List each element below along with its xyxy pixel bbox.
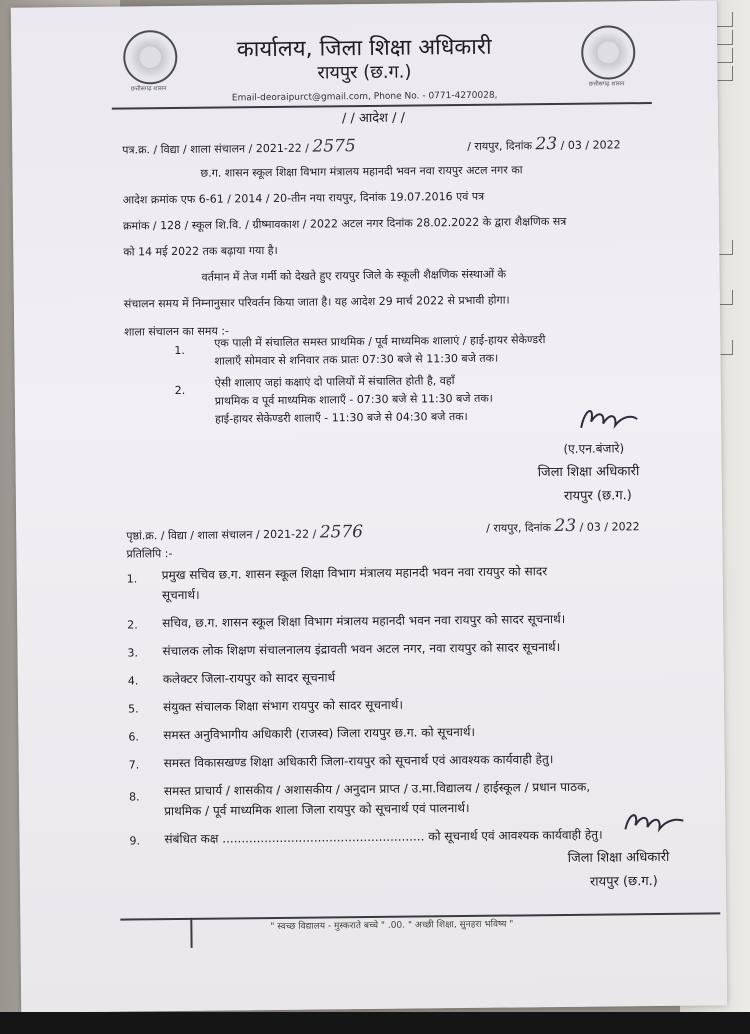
- signature-mark-1: [575, 401, 645, 438]
- para1-line1: छ.ग. शासन स्कूल शिक्षा विभाग मंत्रालय महानदी भवन नवा रायपुर अटल नगर का: [200, 163, 523, 180]
- para1-line4: को 14 मई 2022 तक बढ़ाया गया है।: [123, 243, 278, 259]
- endorsement-ref-text: पृष्ठां.क्र. / विद्या / शाला संचालन / 2021-22 /: [126, 527, 317, 543]
- copy-item-2-number: 2.: [127, 618, 138, 632]
- copy-item-3-number: 3.: [127, 646, 139, 660]
- footer-side-mark: [190, 918, 192, 948]
- order-date-rest: / 03 / 2022: [560, 138, 621, 152]
- endorsement-date: [486, 515, 640, 537]
- timing-item-1-line2: शालाएँ सोमवार से शनिवार तक प्रातः 07:30 बजे से 11:30 बजे तक।: [214, 351, 499, 368]
- endorsement-date-rest: / 03 / 2022: [579, 520, 640, 534]
- copy-item-1-line1: प्रमुख सचिव छ.ग. शासन स्कूल शिक्षा विभाग मंत्रालय महानदी भवन नवा रायपुर को सादर: [161, 564, 548, 583]
- signatory-title-2: जिला शिक्षा अधिकारी: [567, 849, 670, 866]
- signatory-city-2: रायपुर (छ.ग.): [589, 873, 658, 890]
- signatory-title-1: जिला शिक्षा अधिकारी: [537, 464, 640, 481]
- copy-item-5-line1: संयुक्त संचालक शिक्षा संभाग रायपुर को सादर सूचनार्थ।: [163, 697, 404, 715]
- signatory-name: (ए.एन.बंजारे): [563, 441, 625, 456]
- office-contact: Email-deoraipurct@gmail.com, Phone No. - 0771-4270028,: [231, 90, 498, 104]
- para2-line1: वर्तमान में तेज गर्मी को देखते हुए रायपुर जिले के स्कूली शैक्षणिक संस्थाओं के: [201, 267, 507, 284]
- copy-item-1-number: 1.: [126, 572, 138, 586]
- timing-item-2-line2: प्राथमिक व पूर्व माध्यमिक शालाएँ - 07:30 बजे से 11:30 बजे तक।: [214, 391, 494, 408]
- right-emblem-caption: छत्तीसगढ़ शासन: [588, 80, 625, 88]
- copy-item-3-line1: संचालक लोक शिक्षण संचालनालय इंद्रावती भवन अटल नगर, नवा रायपुर को सादर सूचनार्थ।: [162, 640, 561, 659]
- copy-item-5-number: 5.: [128, 702, 139, 716]
- copy-item-7-line1: समस्त विकासखण्ड शिक्षा अधिकारी जिला-रायपुर को सूचनार्थ एवं आवश्यक कार्यवाही हेतु।: [163, 752, 554, 771]
- copy-item-9-label: संबंधित कक्ष: [164, 831, 219, 847]
- copy-item-9-blank: .....................................................: [222, 829, 425, 846]
- order-date-day: 23: [535, 134, 558, 155]
- order-date: [467, 133, 621, 155]
- copy-heading: प्रतिलिपि :-: [126, 547, 173, 561]
- timing-item-1-number: 1.: [174, 343, 185, 358]
- para1-line2: आदेश क्रमांक एफ 6-61 / 2014 / 20-तीन नया रायपुर, दिनांक 19.07.2016 एवं पत्र: [122, 189, 485, 207]
- para2-line2: संचालन समय में निम्नानुसार परिवर्तन किया जाता है। यह आदेश 29 मार्च 2022 से प्रभावी होगा।: [123, 293, 510, 311]
- order-heading: / / आदेश / /: [341, 110, 406, 127]
- endorsement-date-day: 23: [554, 515, 577, 537]
- office-title: कार्यालय, जिला शिक्षा अधिकारी: [236, 34, 492, 63]
- endorsement-date-label: / रायपुर, दिनांक: [486, 521, 552, 535]
- order-ref-number: 2575: [312, 136, 356, 157]
- copy-item-2-line1: सचिव, छ.ग. शासन स्कूल शिक्षा विभाग मंत्रालय महानदी भवन नवा रायपुर को सादर सूचनार्थ।: [162, 611, 566, 631]
- signatory-city-1: रायपुर (छ.ग.): [563, 488, 632, 504]
- para1-line3: क्रमांक / 128 / स्कूल शि.वि. / ग्रीष्मावकाश / 2022 अटल नगर दिनांक 28.02.2022 के द्वारा शैक्षणिक सत्र: [122, 214, 567, 233]
- timing-item-2-line3: हाई-हायर सेकेण्डरी शालाएँ - 11:30 बजे से 04:30 बजे तक।: [215, 409, 468, 426]
- copy-item-1-line2: सूचनार्थ।: [161, 587, 200, 603]
- copy-item-9-number: 9.: [129, 834, 141, 848]
- timing-item-1-line1: एक पाली में संचालित समस्त प्राथमिक / पूर्व माध्यमिक शालाएं / हाई-हायर सेकेण्डरी: [214, 333, 546, 350]
- order-reference: [122, 136, 356, 158]
- copy-item-6-line1: समस्त अनुविभागीय अधिकारी (राजस्व) जिला रायपुर छ.ग. को सूचनार्थ।: [163, 724, 476, 743]
- copy-item-8-number: 8.: [128, 790, 140, 804]
- bottom-bar: [0, 1012, 750, 1034]
- endorsement-reference: [126, 522, 363, 544]
- copy-item-7-number: 7.: [128, 758, 140, 772]
- timing-item-2-line1: ऐसी शालाए जहां कक्षाएं दो पालियों में संचालित होती है, वहाँ: [214, 374, 455, 390]
- copy-item-8-line1: समस्त प्राचार्य / शासकीय / अशासकीय / अनुदान प्राप्त / उ.मा.विद्यालय / हाईस्कूल / प्रधान पाठक,: [163, 779, 591, 799]
- office-city: रायपुर (छ.ग.): [317, 61, 412, 84]
- order-document: [11, 0, 727, 1012]
- copy-item-8-line2: प्राथमिक / पूर्व माध्यमिक शाला जिला रायपुर को सूचनार्थ एवं पालनार्थ।: [164, 800, 470, 819]
- timing-item-2-number: 2.: [174, 383, 186, 398]
- copy-item-9-rest: को सूचनार्थ एवं आवश्यक कार्यवाही हेतु।: [428, 827, 603, 844]
- order-date-label: / रायपुर, दिनांक: [467, 139, 533, 153]
- copy-item-9-line1: [164, 826, 602, 848]
- left-emblem-caption: छत्तीसगढ़ शासन: [130, 85, 167, 93]
- copy-item-4-number: 4.: [127, 674, 139, 688]
- copy-item-6-number: 6.: [128, 730, 139, 744]
- endorsement-ref-number: 2576: [319, 522, 364, 543]
- footer-slogan: " स्वच्छ विद्यालय - मुस्कराते बच्चे " .00. " अच्छी शिक्षा, सुनहरा भविष्य ": [270, 919, 514, 933]
- signature-mark-2: [619, 805, 689, 842]
- copy-item-4-line1: कलेक्टर जिला-रायपुर को सादर सूचनार्थ: [162, 670, 336, 687]
- order-ref-text: पत्र.क्र. / विद्या / शाला संचालन / 2021-22 /: [122, 141, 310, 157]
- timing-heading: शाला संचालन का समय :-: [124, 324, 230, 339]
